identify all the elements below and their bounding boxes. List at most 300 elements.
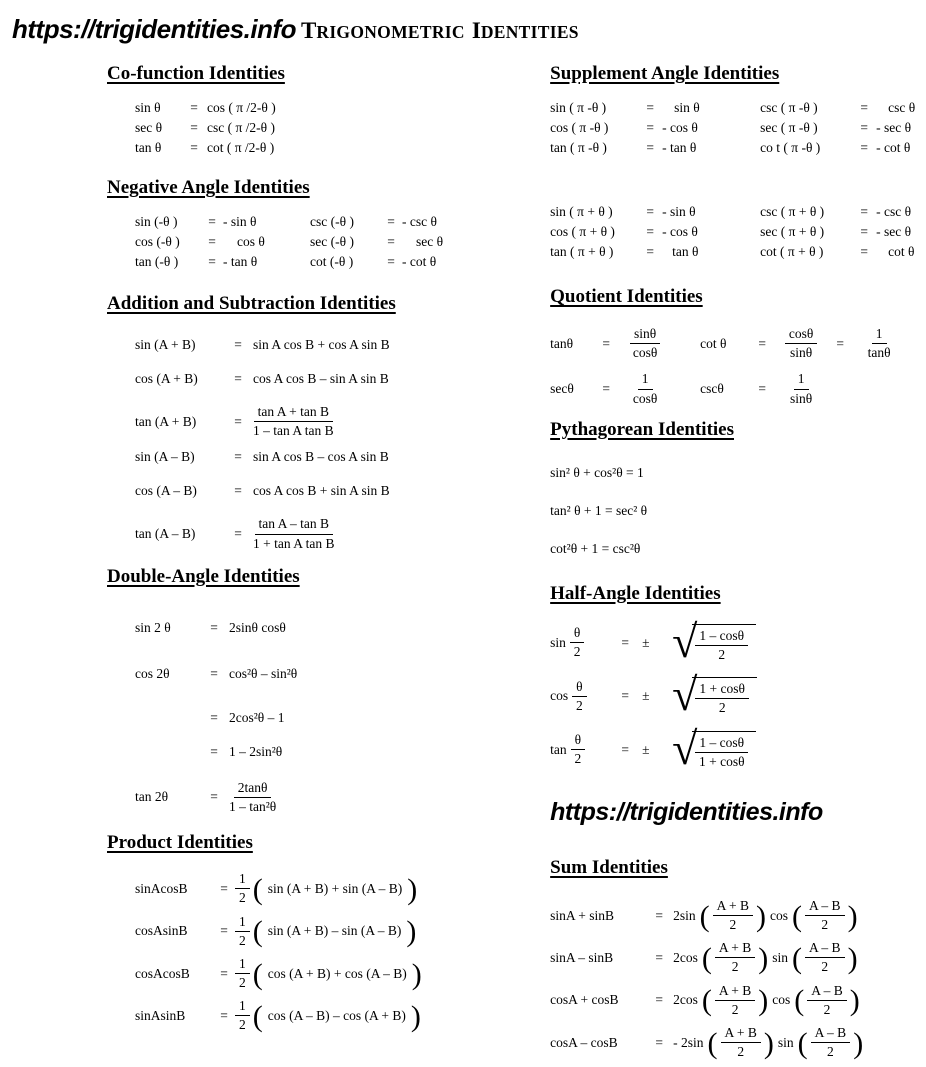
section-pythagorean	[550, 419, 926, 557]
lhs: sin 2 θ	[135, 619, 171, 635]
equals-sign: =	[758, 335, 766, 351]
fraction-numerator: A + B	[721, 1025, 761, 1043]
fraction-denominator: 2	[239, 975, 246, 991]
fraction-numerator: 1 – cosθ	[695, 735, 748, 753]
title-word-1-initial: T	[301, 18, 317, 43]
equals-sign: =	[621, 634, 629, 650]
lhs: sinAsinB	[135, 1007, 186, 1023]
rhs: sin θ	[674, 100, 700, 115]
fraction-numerator: 1	[235, 914, 250, 932]
fraction-denominator: 2	[718, 646, 726, 662]
close-paren: )	[407, 872, 418, 906]
fraction-numerator: tan A + tan B	[254, 404, 333, 422]
fraction-denominator: 2	[239, 890, 246, 906]
lhs: sec ( π + θ )	[760, 224, 825, 239]
equals-sign: =	[234, 370, 242, 386]
equals-sign: =	[655, 907, 663, 923]
close-paren: )	[853, 1026, 864, 1060]
lhs: cosAsinB	[135, 923, 188, 939]
function-name: 2sin	[673, 907, 696, 923]
fraction	[695, 735, 748, 770]
identity-row	[550, 983, 926, 1018]
rhs: - cot θ	[876, 140, 911, 155]
open-paren: (	[792, 899, 803, 933]
identity-row	[135, 914, 460, 949]
fraction-denominator: 2	[718, 700, 726, 716]
fraction-numerator: A + B	[713, 898, 753, 916]
section-heading-quotient: Quotient Identities	[550, 286, 703, 307]
radicand	[692, 624, 756, 663]
equals-sign: =	[210, 665, 218, 681]
rhs: cos (A – B) – cos (A + B)	[267, 1007, 406, 1023]
equals-sign: =	[836, 335, 844, 351]
rhs: cos A cos B – sin A sin B	[253, 370, 389, 386]
fraction-numerator: sinθ	[630, 326, 660, 344]
title-word-1	[301, 18, 465, 43]
fraction	[807, 983, 847, 1018]
equals-sign: =	[860, 120, 868, 135]
open-paren: (	[252, 915, 263, 949]
fraction-numerator: A + B	[715, 983, 755, 1001]
identity-row	[135, 620, 460, 636]
identity-row	[550, 669, 926, 721]
fraction-numerator: tan A – tan B	[255, 516, 334, 534]
fraction	[790, 371, 812, 406]
open-paren: (	[252, 999, 263, 1033]
fraction-box	[774, 371, 828, 406]
site-url-top: https://trigidentities.info	[12, 14, 297, 44]
lhs: cos (-θ )	[135, 234, 180, 249]
identity-row	[550, 371, 926, 406]
open-paren: (	[707, 1026, 718, 1060]
fraction	[721, 1025, 761, 1060]
fraction-box	[774, 326, 828, 361]
equals-sign: =	[208, 234, 216, 249]
lhs: cot θ	[700, 335, 727, 351]
equals-sign: =	[646, 204, 654, 219]
function-name: 2cos	[673, 949, 698, 965]
lhs: cosA + cosB	[550, 992, 619, 1008]
equals-sign: =	[210, 743, 218, 759]
rhs: - sec θ	[876, 120, 912, 135]
section-heading-pythagorean: Pythagorean Identities	[550, 418, 734, 440]
equals-sign: =	[208, 254, 216, 269]
lhs: sin θ	[135, 100, 161, 115]
identity-row	[135, 516, 460, 551]
fraction	[713, 898, 753, 933]
fraction-box	[852, 326, 906, 361]
equals-sign: =	[220, 923, 228, 939]
rhs: sec θ	[416, 234, 444, 249]
lhs: tan (A + B)	[135, 413, 197, 429]
rhs: - csc θ	[402, 214, 437, 229]
section-heading-product: Product Identities	[107, 832, 253, 854]
section-supplement-angle	[550, 63, 926, 260]
lhs	[550, 679, 608, 714]
function-name: sin	[777, 1034, 794, 1050]
close-paren: )	[411, 957, 422, 991]
function-name: cos	[770, 907, 789, 923]
page-header	[10, 14, 926, 45]
rhs: 2cos²θ – 1	[229, 709, 285, 725]
rhs: cot θ	[888, 244, 915, 259]
one-half-fraction	[235, 871, 250, 906]
equals-sign: =	[190, 120, 198, 135]
open-paren: (	[797, 1026, 808, 1060]
left-column	[10, 63, 460, 1067]
fraction-numerator: 1	[235, 956, 250, 974]
equals-sign: =	[210, 789, 218, 805]
fraction-denominator: 2	[823, 1001, 831, 1017]
equals-sign: =	[210, 619, 218, 635]
fraction-denominator: 2	[821, 959, 829, 975]
lhs: sinA + sinB	[550, 907, 615, 923]
lhs: sin ( π -θ )	[550, 100, 607, 115]
equals-sign: =	[234, 413, 242, 429]
section-heading-sum: Sum Identities	[550, 856, 668, 878]
open-paren: (	[701, 984, 712, 1018]
fraction-numerator: 1	[235, 871, 250, 889]
equals-sign: =	[655, 1034, 663, 1050]
equals-sign: =	[234, 336, 242, 352]
identity-row	[135, 482, 460, 499]
fraction	[715, 940, 755, 975]
equals-sign: =	[655, 992, 663, 1008]
identity-row	[135, 370, 460, 387]
lhs: tan (-θ )	[135, 254, 179, 269]
fraction-denominator: 1 + cosθ	[698, 753, 745, 769]
fraction-denominator: 2	[737, 1044, 745, 1060]
one-half-fraction	[235, 914, 250, 949]
equals-sign: =	[387, 234, 395, 249]
title-word-1-rest: RIGONOMETRIC	[316, 22, 465, 42]
equals-sign: =	[860, 100, 868, 115]
lhs: csc ( π + θ )	[760, 204, 825, 219]
section-product	[107, 832, 460, 1034]
function-name: cos	[550, 688, 569, 704]
one-half-fraction	[235, 956, 250, 991]
rhs: - cot θ	[402, 254, 437, 269]
rhs: - tan θ	[223, 254, 258, 269]
title-word-2-initial: I	[471, 18, 481, 43]
lhs: sin ( π + θ )	[550, 204, 613, 219]
fraction-denominator: 2	[731, 959, 739, 975]
radical-icon: √	[672, 669, 698, 721]
title-word-2	[471, 18, 579, 43]
fraction	[253, 516, 335, 551]
identity-row	[550, 120, 926, 136]
identity-row	[550, 204, 926, 220]
identity-row	[550, 140, 926, 156]
equals-sign: =	[387, 214, 395, 229]
equals-sign: =	[190, 140, 198, 155]
open-paren: (	[794, 984, 805, 1018]
lhs: cos (A – B)	[135, 482, 197, 498]
section-heading-supplement-angle: Supplement Angle Identities	[550, 63, 780, 84]
function-name: tan	[550, 741, 567, 757]
fraction-numerator: A – B	[805, 940, 845, 958]
fraction-denominator: 2	[827, 1044, 834, 1060]
identity-row	[550, 615, 926, 667]
plus-minus-sign: ±	[642, 741, 650, 757]
identity-row	[550, 898, 926, 933]
equals-sign: =	[646, 244, 654, 259]
fraction-box	[618, 371, 672, 406]
equals-sign: =	[387, 254, 395, 269]
fraction	[630, 326, 660, 361]
fraction-numerator: 1	[872, 326, 887, 344]
lhs: sinAcosB	[135, 880, 188, 896]
identity-row	[135, 448, 460, 465]
close-paren: )	[847, 941, 858, 975]
identity-row	[135, 100, 460, 116]
fraction-denominator: 2	[576, 697, 583, 713]
identity-row	[135, 998, 460, 1033]
equals-sign: =	[234, 482, 242, 498]
angle-fraction	[571, 732, 585, 767]
function-name: sin	[772, 949, 789, 965]
equals-sign: =	[208, 214, 216, 229]
lhs: sinA – sinB	[550, 949, 614, 965]
equals-sign: =	[220, 965, 228, 981]
fraction-numerator: 1 – cosθ	[695, 628, 748, 646]
section-cofunction	[107, 63, 460, 156]
lhs: tanθ	[550, 335, 574, 351]
fraction-denominator: sinθ	[790, 390, 813, 406]
identity-row	[550, 224, 926, 240]
identity-row	[550, 1025, 926, 1060]
lhs	[550, 732, 608, 767]
block-spacer	[550, 160, 926, 204]
fraction-numerator: 2tanθ	[234, 780, 272, 798]
lhs: cos 2θ	[135, 665, 170, 681]
equals-sign: =	[758, 381, 766, 397]
rhs: sin (A + B) – sin (A – B)	[267, 923, 402, 939]
fraction-numerator: A – B	[811, 1025, 851, 1043]
identity-row	[135, 120, 460, 136]
section-heading-half-angle: Half-Angle Identities	[550, 582, 721, 604]
close-paren: )	[849, 984, 860, 1018]
identity-row	[135, 140, 460, 156]
fraction	[868, 326, 891, 361]
lhs: cscθ	[700, 381, 724, 397]
rhs: - cos θ	[662, 120, 698, 135]
function-name: sin	[550, 634, 566, 650]
section-heading-double-angle: Double-Angle Identities	[107, 565, 300, 587]
title-word-2-rest: DENTITIES	[480, 22, 579, 42]
rhs: cos A cos B + sin A sin B	[253, 482, 390, 498]
lhs: sec (-θ )	[310, 234, 354, 249]
rhs: cos ( π /2-θ )	[207, 100, 276, 115]
fraction-numerator: cosθ	[785, 326, 817, 344]
section-double-angle	[107, 566, 460, 815]
lhs: cot ( π + θ )	[760, 244, 824, 259]
open-paren: (	[792, 941, 803, 975]
section-heading-addition-subtraction: Addition and Subtraction Identities	[107, 293, 396, 314]
lhs: co t ( π -θ )	[760, 140, 821, 155]
rhs: - sin θ	[662, 204, 696, 219]
angle-fraction	[570, 625, 584, 660]
close-paren: )	[758, 941, 769, 975]
lhs: sin (A + B)	[135, 336, 196, 352]
rhs: csc ( π /2-θ )	[207, 120, 276, 135]
lhs: sec θ	[135, 120, 163, 135]
equals-sign: =	[621, 741, 629, 757]
rhs: 2sinθ cosθ	[229, 619, 286, 635]
rhs: - cos θ	[662, 224, 698, 239]
function-name: - 2sin	[673, 1034, 704, 1050]
two-column-layout	[10, 63, 926, 1067]
rhs: sin A cos B – cos A sin B	[253, 448, 389, 464]
lhs: cosA – cosB	[550, 1034, 618, 1050]
lhs: tan 2θ	[135, 789, 169, 805]
equals-sign: =	[655, 949, 663, 965]
identity-row	[550, 722, 926, 774]
fraction-denominator: 2	[573, 644, 581, 660]
rhs: - sin θ	[223, 214, 257, 229]
fraction-denominator: sinθ	[790, 345, 813, 361]
fraction-numerator: A – B	[805, 898, 845, 916]
lhs: secθ	[550, 381, 574, 397]
section-half-angle	[550, 582, 926, 774]
fraction-denominator: cosθ	[632, 345, 658, 361]
fraction	[229, 780, 276, 815]
fraction-denominator: tanθ	[867, 345, 891, 361]
lhs: cos ( π -θ )	[550, 120, 609, 135]
fraction	[805, 898, 845, 933]
fraction-numerator: 1 + cosθ	[695, 681, 749, 699]
equals-sign: =	[646, 100, 654, 115]
fraction-denominator: 1 – tan A tan B	[253, 423, 334, 439]
identity-row	[135, 336, 460, 353]
equals-sign: =	[860, 140, 868, 155]
fraction-denominator: 2	[239, 932, 246, 948]
equals-sign: =	[621, 688, 629, 704]
equals-sign: =	[602, 335, 610, 351]
square-root	[672, 722, 756, 774]
rhs: 1 – 2sin²θ	[229, 743, 283, 759]
page-title	[301, 18, 586, 44]
lhs: tan ( π + θ )	[550, 244, 614, 259]
close-paren: )	[410, 999, 421, 1033]
identity-row	[550, 244, 926, 260]
lhs: sin (A – B)	[135, 448, 195, 464]
identity-line: tan² θ + 1 = sec² θ	[550, 502, 648, 518]
close-paren: )	[406, 915, 417, 949]
lhs: csc ( π -θ )	[760, 100, 818, 115]
rhs: - sec θ	[876, 224, 912, 239]
section-heading-negative-angle: Negative Angle Identities	[107, 177, 310, 198]
rhs: tan θ	[672, 244, 699, 259]
radical-icon: √	[672, 615, 698, 667]
rhs: cot ( π /2-θ )	[207, 140, 275, 155]
fraction-denominator: 1 + tan A tan B	[253, 535, 335, 551]
lhs: csc (-θ )	[310, 214, 354, 229]
fraction-denominator: 2	[729, 917, 737, 933]
equals-sign: =	[860, 224, 868, 239]
close-paren: )	[756, 899, 767, 933]
rhs: - tan θ	[662, 140, 697, 155]
equals-sign: =	[860, 244, 868, 259]
radicand	[692, 731, 756, 770]
identity-row	[135, 404, 460, 439]
fraction-numerator: A – B	[807, 983, 847, 1001]
site-url-mid: https://trigidentities.info	[550, 797, 823, 826]
section-quotient	[550, 286, 926, 407]
identity-row	[135, 666, 460, 682]
rhs: sin A cos B + cos A sin B	[253, 336, 390, 352]
fraction-denominator: cosθ	[632, 390, 658, 406]
fraction	[785, 326, 817, 361]
fraction	[805, 940, 845, 975]
open-paren: (	[252, 872, 263, 906]
rhs: - csc θ	[876, 204, 912, 219]
function-name: cos	[772, 992, 791, 1008]
fraction-denominator: 2	[574, 751, 582, 767]
function-name: 2cos	[673, 992, 698, 1008]
lhs: tan (A – B)	[135, 526, 196, 542]
fraction-denominator: 1 – tan²θ	[229, 798, 277, 814]
lhs	[550, 625, 608, 660]
rhs: csc θ	[888, 100, 916, 115]
open-paren: (	[252, 957, 263, 991]
radicand	[692, 677, 757, 716]
identity-row	[135, 744, 460, 760]
close-paren: )	[758, 984, 769, 1018]
radical-icon: √	[672, 722, 698, 774]
rhs: cos²θ – sin²θ	[229, 665, 298, 681]
close-paren: )	[763, 1026, 774, 1060]
fraction	[715, 983, 755, 1018]
identity-line: sin² θ + cos²θ = 1	[550, 464, 644, 480]
lhs: sin (-θ )	[135, 214, 178, 229]
equals-sign: =	[234, 448, 242, 464]
fraction-box	[618, 326, 672, 361]
lhs: cos (A + B)	[135, 370, 198, 386]
section-heading-cofunction: Co-function Identities	[107, 63, 285, 84]
identity-row	[550, 326, 926, 361]
fraction-denominator: 2	[821, 917, 829, 933]
fraction-numerator: θ	[570, 625, 584, 643]
fraction	[811, 1025, 851, 1060]
lhs: cot (-θ )	[310, 254, 354, 269]
fraction-numerator: θ	[572, 679, 586, 697]
fraction-numerator: A + B	[715, 940, 755, 958]
close-paren: )	[847, 899, 858, 933]
lhs: sec ( π -θ )	[760, 120, 818, 135]
equals-sign: =	[190, 100, 198, 115]
identity-row	[550, 940, 926, 975]
fraction-numerator: 1	[235, 998, 250, 1016]
fraction	[633, 371, 657, 406]
rhs: cos (A + B) + cos (A – B)	[267, 965, 407, 981]
rhs: cos θ	[237, 234, 265, 249]
equals-sign: =	[220, 880, 228, 896]
identity-row	[135, 254, 460, 270]
identity-row	[135, 871, 460, 906]
rhs: sin (A + B) + sin (A – B)	[267, 880, 403, 896]
fraction-numerator: θ	[571, 732, 585, 750]
identity-row	[135, 710, 460, 726]
fraction	[253, 404, 334, 439]
identity-row	[135, 234, 460, 250]
identity-row	[135, 214, 460, 230]
right-column	[460, 63, 926, 1067]
angle-fraction	[572, 679, 586, 714]
fraction	[695, 681, 749, 716]
lhs: cos ( π + θ )	[550, 224, 615, 239]
equals-sign: =	[860, 204, 868, 219]
